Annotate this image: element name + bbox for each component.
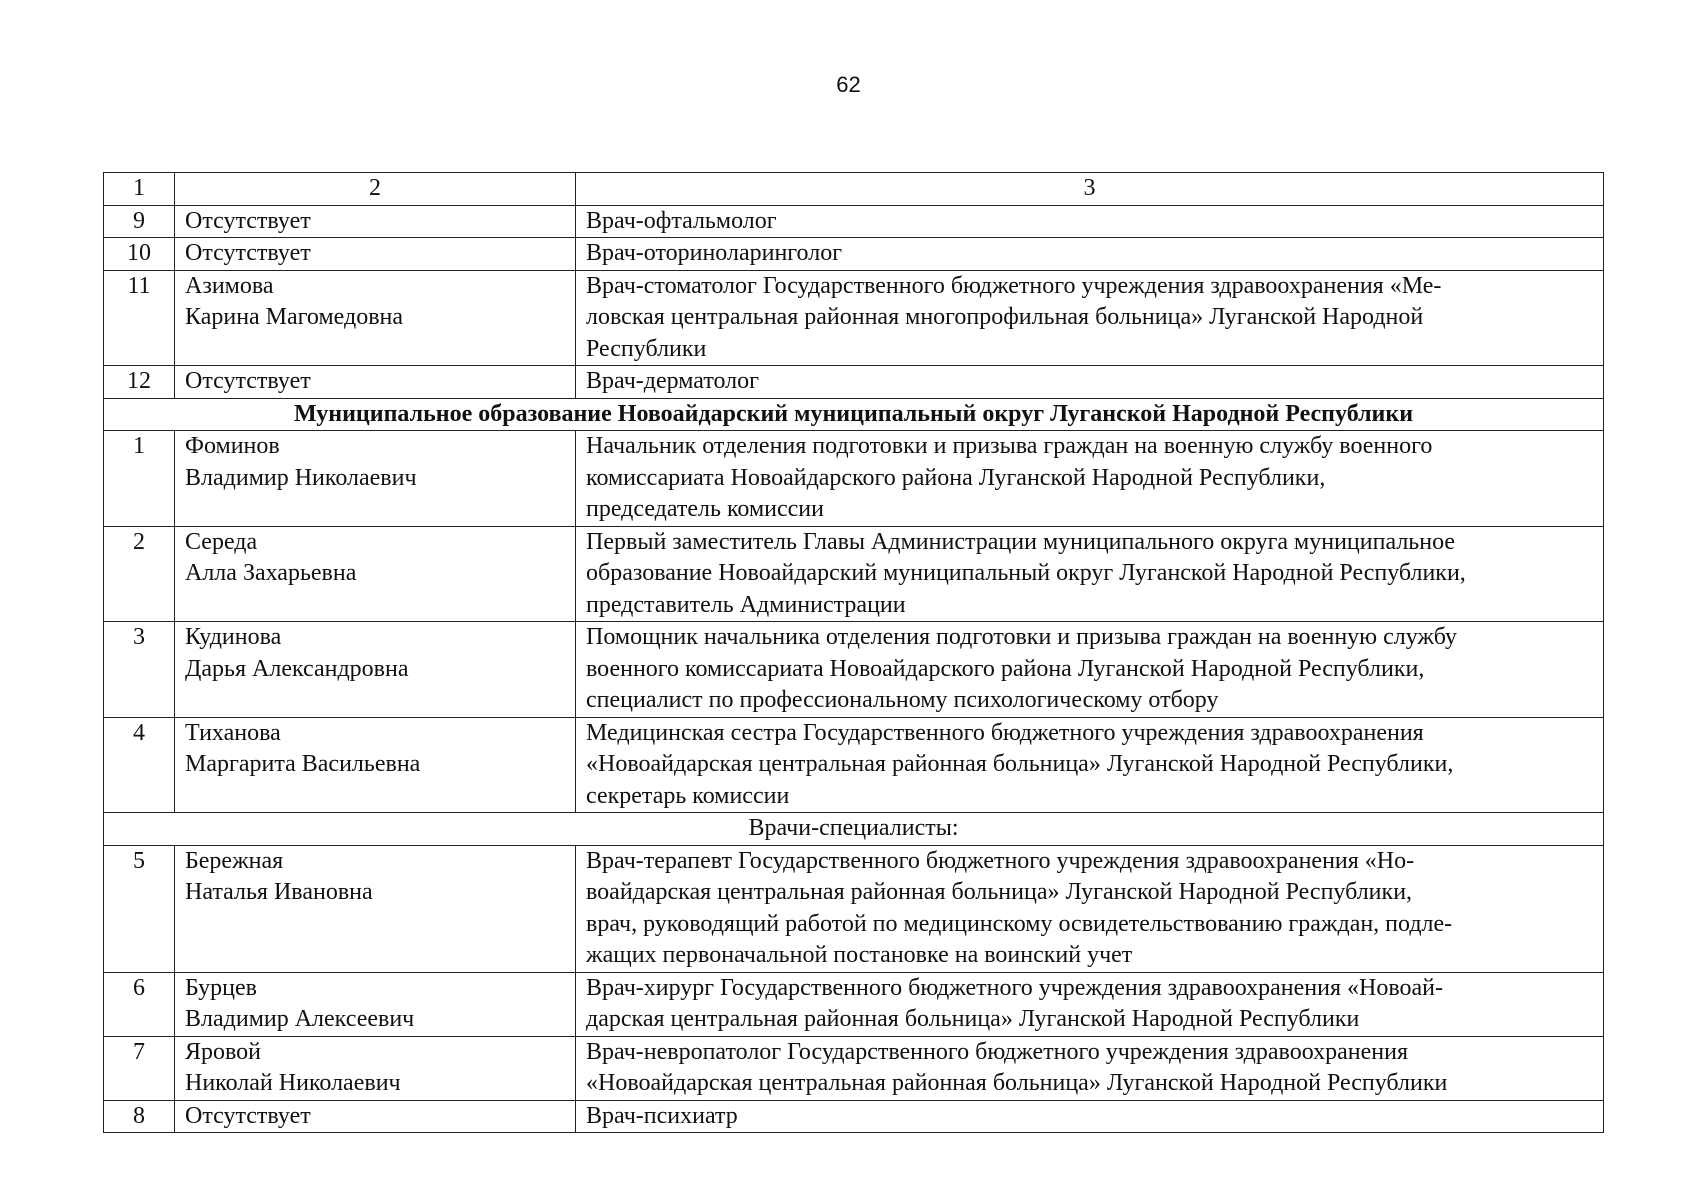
subsection-row (104, 813, 1604, 846)
member-position (576, 717, 1604, 813)
member-name (175, 526, 576, 622)
member-name-line: Отсутствует (185, 207, 311, 234)
member-position-line: ловская центральная районная многопрофильная больница» Луганской Народной (586, 304, 1424, 330)
member-name-line: Алла Захарьевна (185, 560, 357, 586)
member-position-line: военного комиссариата Новоайдарского района Луганской Народной Республики, (586, 655, 1425, 682)
member-position-line: Врач-хирург Государственного бюджетного учреждения здравоохранения «Новоай- (586, 974, 1443, 1001)
row-number: 11 (104, 270, 175, 366)
member-position-line: представитель Администрации (586, 591, 906, 618)
row-number: 12 (104, 366, 175, 399)
member-position (576, 205, 1604, 238)
member-position-line: Первый заместитель Главы Администрации муниципального округа муниципальное (586, 528, 1456, 555)
table-row (104, 205, 1604, 238)
member-name-line: Бурцев (185, 974, 258, 1001)
header-cell-number: 1 (104, 173, 175, 206)
member-position (576, 238, 1604, 271)
table-row (104, 366, 1604, 399)
table-row (104, 972, 1604, 1036)
member-position-line: Республики (586, 335, 707, 362)
member-name-line: Отсутствует (185, 1102, 311, 1129)
member-position-line: врач, руководящий работой по медицинскому освидетельствованию граждан, подле- (586, 910, 1453, 937)
member-position-line: Врач-офтальмолог (586, 207, 777, 234)
member-position (576, 972, 1604, 1036)
table-row (104, 622, 1604, 718)
row-number: 4 (104, 717, 175, 813)
row-number: 8 (104, 1100, 175, 1133)
table-row (104, 1036, 1604, 1100)
member-position-line: Помощник начальника отделения подготовки и призыва граждан на военную службу (586, 624, 1457, 650)
member-position (576, 526, 1604, 622)
member-name (175, 622, 576, 718)
member-name (175, 972, 576, 1036)
row-number: 5 (104, 845, 175, 972)
row-number: 7 (104, 1036, 175, 1100)
member-position-line: «Новоайдарская центральная районная больница» Луганской Народной Республики (586, 1070, 1448, 1096)
member-name-line: Владимир Николаевич (185, 464, 417, 491)
member-name-line: Бережная (185, 847, 284, 874)
member-name (175, 366, 576, 399)
member-position (576, 845, 1604, 972)
member-name-line: Наталья Ивановна (185, 879, 373, 905)
member-name (175, 431, 576, 527)
member-name (175, 845, 576, 972)
row-number: 9 (104, 205, 175, 238)
row-number: 3 (104, 622, 175, 718)
member-position (576, 622, 1604, 718)
member-position-line: Врач-невропатолог Государственного бюджетного учреждения здравоохранения (586, 1038, 1408, 1065)
row-number: 10 (104, 238, 175, 271)
member-name-line: Николай Николаевич (185, 1070, 401, 1096)
member-position-line: образование Новоайдарский муниципальный округ Луганской Народной Республики, (586, 560, 1466, 586)
member-name (175, 1100, 576, 1133)
member-position-line: Начальник отделения подготовки и призыва граждан на военную службу военного (586, 433, 1433, 459)
table-row (104, 238, 1604, 271)
member-name (175, 1036, 576, 1100)
member-name (175, 717, 576, 813)
member-position-line: председатель комиссии (586, 496, 824, 522)
member-position-line: Врач-дерматолог (586, 368, 759, 394)
commission-table (103, 172, 1604, 1133)
member-position-line: Врач-стоматолог Государственного бюджетного учреждения здравоохранения «Ме- (586, 272, 1442, 299)
table-row (104, 431, 1604, 527)
member-position-line: Врач-психиатр (586, 1102, 738, 1129)
table-row (104, 270, 1604, 366)
member-position-line: специалист по профессиональному психологическому отбору (586, 687, 1219, 713)
table-row (104, 526, 1604, 622)
member-position-line: жащих первоначальной постановке на воинский учет (586, 942, 1133, 968)
table-row (104, 845, 1604, 972)
section-row (104, 398, 1604, 431)
member-name-line: Яровой (185, 1038, 262, 1065)
member-name (175, 238, 576, 271)
header-cell-position: 3 (576, 173, 1604, 206)
member-name (175, 270, 576, 366)
member-name (175, 205, 576, 238)
section-title: Муниципальное образование Новоайдарский муниципальный округ Луганской Народной Республики (104, 398, 1604, 431)
member-position-line: «Новоайдарская центральная районная больница» Луганской Народной Республики, (586, 751, 1454, 777)
member-name-line: Азимова (185, 272, 274, 299)
page-number: 62 (836, 72, 861, 97)
member-position-line: комиссариата Новоайдарского района Луганской Народной Республики, (586, 464, 1326, 491)
member-position (576, 431, 1604, 527)
member-name-line: Середа (185, 528, 258, 555)
member-name-line: Фоминов (185, 433, 280, 459)
table-row (104, 717, 1604, 813)
member-name-line: Карина Магомедовна (185, 304, 404, 330)
member-position-line: Врач-терапевт Государственного бюджетного учреждения здравоохранения «Но- (586, 847, 1415, 874)
table-row (104, 1100, 1604, 1133)
member-name-line: Владимир Алексеевич (185, 1006, 415, 1032)
member-position (576, 270, 1604, 366)
row-number: 1 (104, 431, 175, 527)
subsection-title: Врачи-специалисты: (104, 813, 1604, 846)
member-position-line: секретарь комиссии (586, 782, 790, 809)
member-position (576, 366, 1604, 399)
row-number: 6 (104, 972, 175, 1036)
member-position (576, 1036, 1604, 1100)
table-body (104, 173, 1604, 1133)
row-number: 2 (104, 526, 175, 622)
member-position (576, 1100, 1604, 1133)
member-name-line: Дарья Александровна (185, 655, 409, 682)
member-name-line: Тиханова (185, 719, 281, 746)
header-cell-name: 2 (175, 173, 576, 206)
member-position-line: воайдарская центральная районная больница» Луганской Народной Республики, (586, 879, 1413, 905)
member-name-line: Отсутствует (185, 240, 311, 266)
member-name-line: Отсутствует (185, 368, 311, 394)
member-name-line: Кудинова (185, 624, 282, 650)
member-position-line: Медицинская сестра Государственного бюджетного учреждения здравоохранения (586, 719, 1424, 746)
member-name-line: Маргарита Васильевна (185, 751, 421, 777)
table-header-row (104, 173, 1604, 206)
member-position-line: Врач-оториноларинголог (586, 240, 843, 266)
member-position-line: дарская центральная районная больница» Луганской Народной Республики (586, 1006, 1360, 1032)
